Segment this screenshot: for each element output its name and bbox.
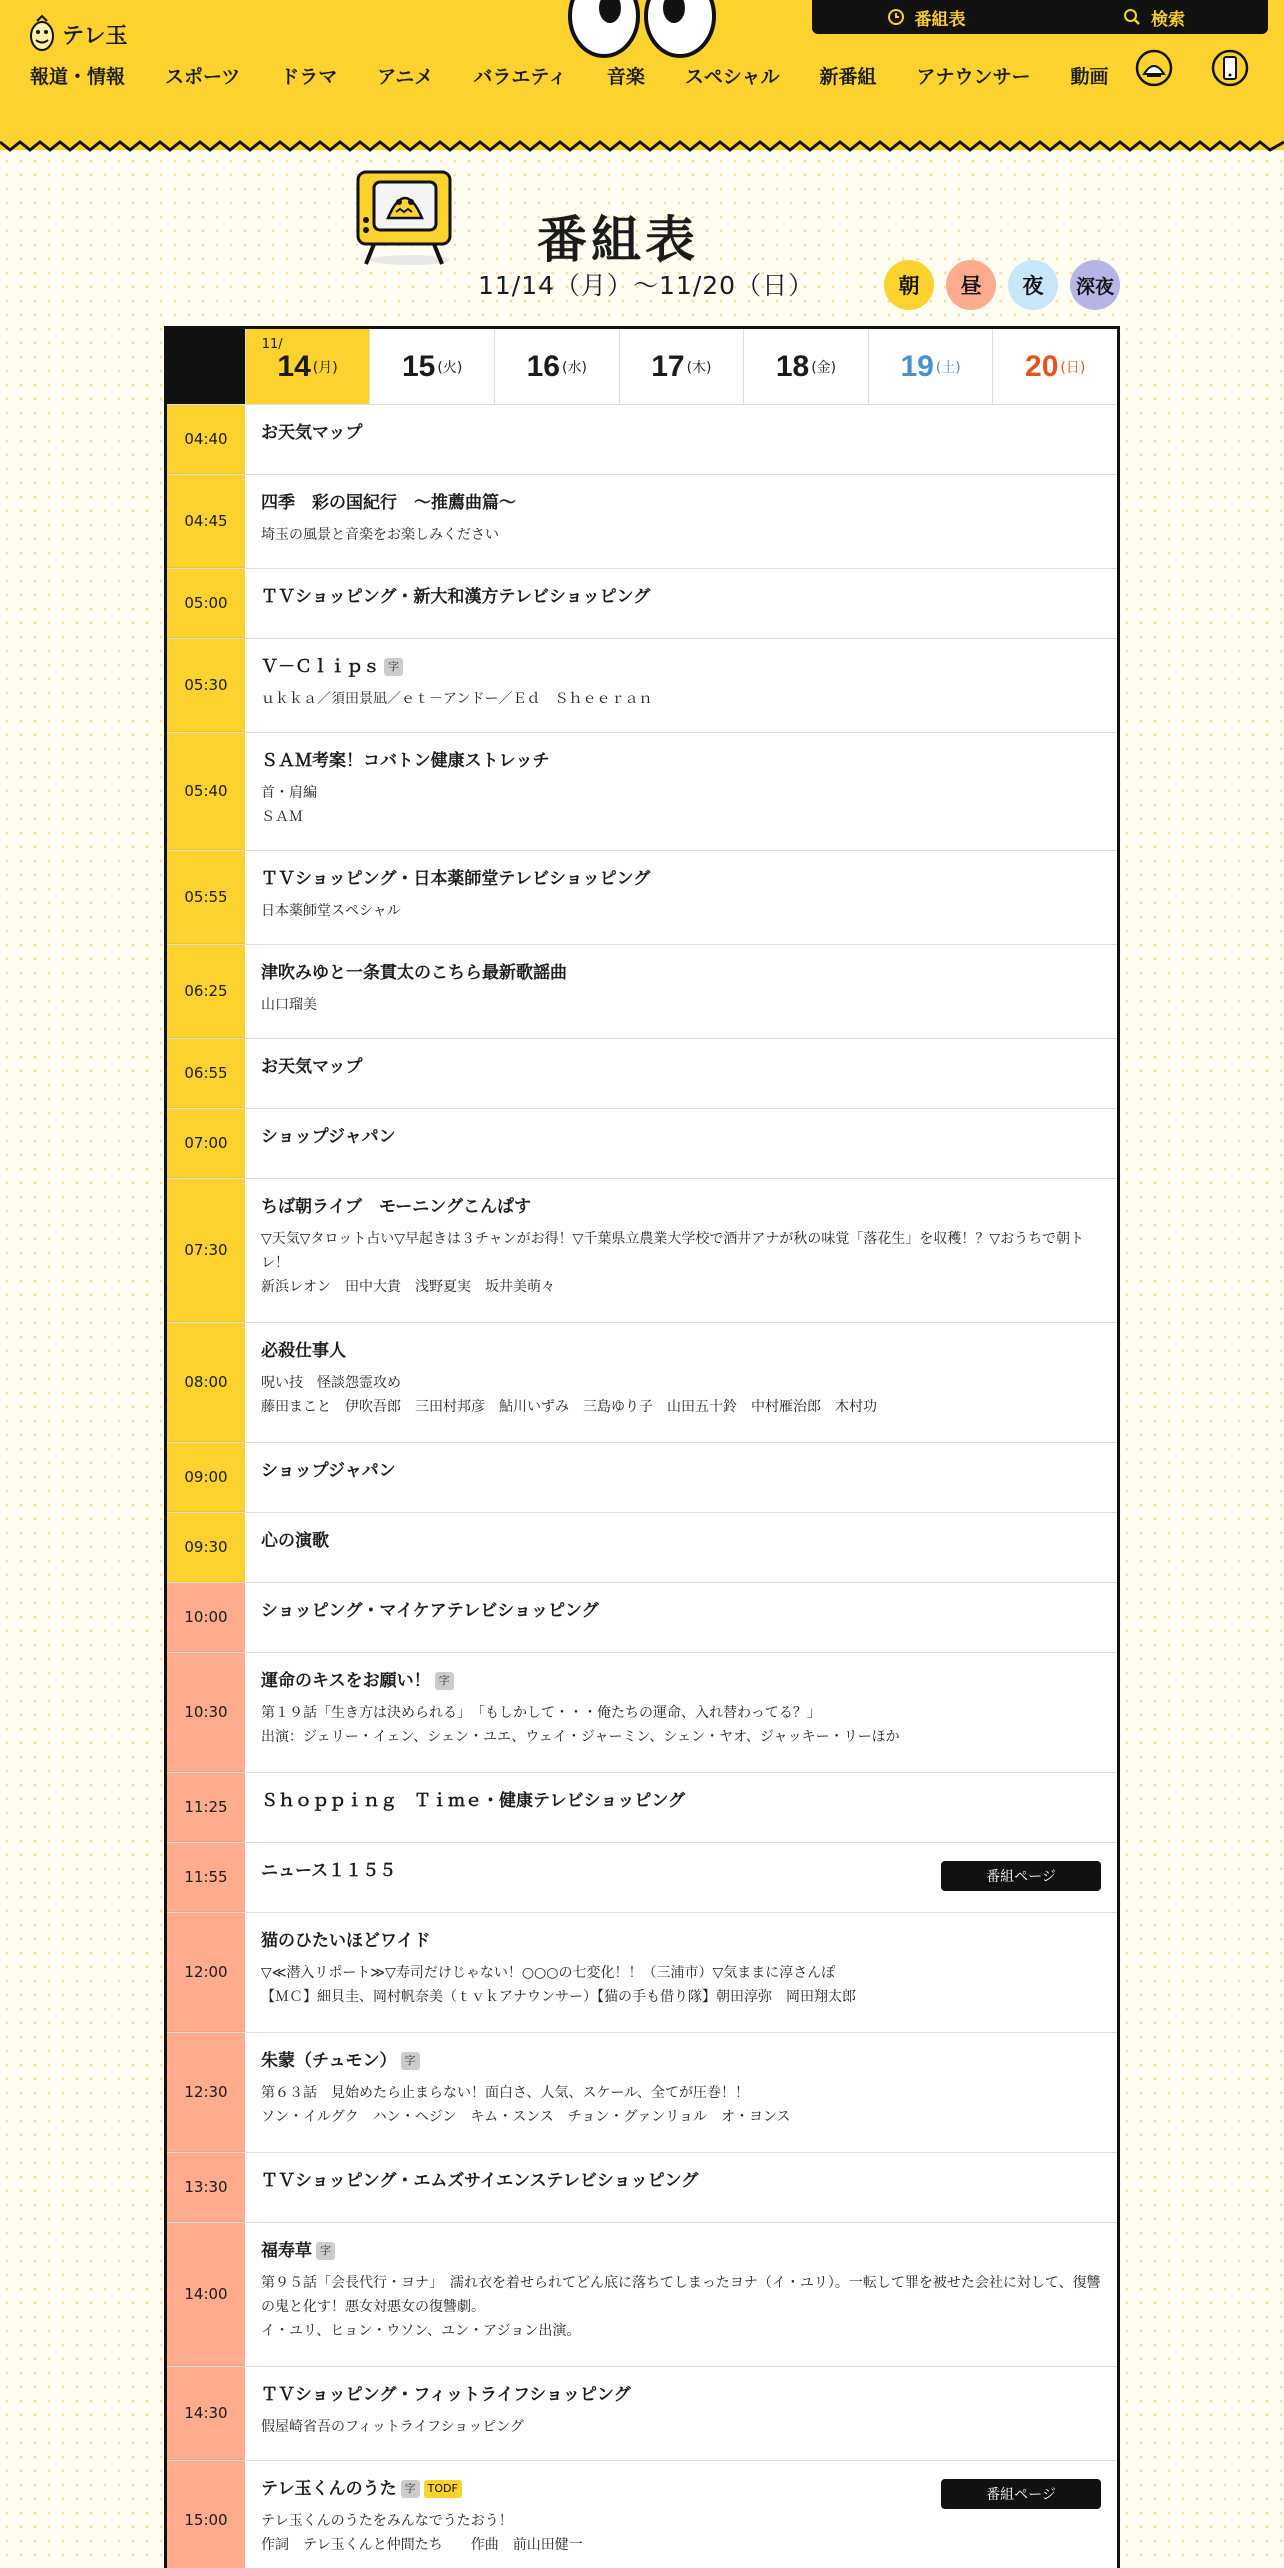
schedule-button[interactable] — [812, 0, 1040, 34]
search-icon — [1123, 8, 1141, 26]
program-row[interactable] — [167, 1843, 1117, 1913]
search-button[interactable] — [1040, 0, 1268, 34]
program-title-text: ニュース１１５５ — [261, 1861, 397, 1881]
nav-special[interactable]: スペシャル — [684, 66, 780, 88]
nav-variety[interactable]: バラエティ — [473, 66, 567, 88]
program-time: 11:55 — [167, 1843, 245, 1912]
schedule-button-label: 番組表 — [914, 9, 966, 30]
program-time: 06:25 — [167, 945, 245, 1038]
program-title[interactable] — [261, 961, 1101, 985]
program-time: 09:30 — [167, 1513, 245, 1582]
time-of-day-evening-button[interactable]: 夜 — [1008, 260, 1058, 310]
program-time: 06:55 — [167, 1039, 245, 1108]
day-weekday: (土) — [935, 359, 961, 376]
program-row[interactable] — [167, 2461, 1117, 2568]
clock-icon — [887, 8, 905, 26]
nav-sports[interactable]: スポーツ — [165, 66, 241, 88]
nav-music[interactable]: 音楽 — [606, 66, 645, 88]
program-row[interactable] — [167, 569, 1117, 639]
program-row[interactable] — [167, 2153, 1117, 2223]
program-description-line: ▽≪潜入リポート≫▽寿司だけじゃない！○○○の七変化！！（三浦市）▽気ままに淳さんぽ — [261, 1965, 836, 1981]
program-title[interactable] — [261, 1529, 1101, 1553]
subtitle-badge: 字 — [401, 2480, 420, 2498]
program-description-line: 假屋崎省吾のフィットライフショッピング — [261, 2419, 524, 2435]
day-number: 18 — [775, 349, 810, 383]
day-weekday: (金) — [811, 359, 837, 376]
page-title-text: 番組表 — [537, 211, 699, 269]
program-time: 05:00 — [167, 569, 245, 638]
program-title[interactable] — [261, 1125, 1101, 1149]
eyes-mascot-icon — [566, 0, 718, 60]
program-description — [261, 523, 1101, 547]
program-row[interactable] — [167, 2033, 1117, 2153]
teletama-mobile-button[interactable] — [1210, 48, 1250, 88]
program-title-text: ショップジャパン — [261, 1127, 396, 1147]
program-description-line: ▽天気▽タロット占い▽早起きは３チャンがお得！▽千葉県立農業大学校で酒井アナが秋の味覚「落花生」を収穫！？▽おうちで朝トレ！ — [261, 1231, 1084, 1271]
program-row[interactable] — [167, 1653, 1117, 1773]
program-row[interactable] — [167, 1583, 1117, 1653]
program-time: 10:00 — [167, 1583, 245, 1652]
program-title[interactable] — [261, 491, 1101, 515]
nav-anime[interactable]: アニメ — [377, 66, 434, 88]
program-page-button[interactable]: 番組ページ — [941, 1861, 1101, 1891]
program-title-text: 四季 彩の国紀行 ～推薦曲篇～ — [261, 493, 516, 513]
schedule-table — [164, 326, 1120, 2568]
program-title[interactable] — [261, 2383, 1101, 2407]
program-title-text: ＴＶショッピング・フィットライフショッピング — [261, 2385, 631, 2405]
program-title-text: 朱蒙（チュモン） — [261, 2051, 397, 2071]
day-weekday: (木) — [686, 359, 712, 376]
program-description-line: 呪い技 怪談怨霊攻め — [261, 1375, 401, 1391]
program-description — [261, 1701, 1101, 1749]
program-title-text: ＳＡＭ考案！コバトン健康ストレッチ — [261, 751, 550, 771]
program-title-text: 運命のキスをお願い！ — [261, 1671, 431, 1691]
program-cell — [245, 1773, 1117, 1842]
program-title-text: ＴＶショッピング・新大和漢方テレビショッピング — [261, 587, 651, 607]
program-cell — [245, 475, 1117, 568]
program-cell — [245, 2461, 1117, 2568]
program-description — [261, 1961, 1101, 2009]
program-title[interactable] — [261, 655, 1101, 679]
program-description-line: 作詞 テレ玉くんと仲間たち 作曲 前山田健一 — [261, 2537, 583, 2553]
program-title-text: テレ玉くんのうた — [261, 2479, 397, 2499]
day-weekday: (日) — [1060, 359, 1086, 376]
program-time: 15:00 — [167, 2461, 245, 2568]
program-time: 09:00 — [167, 1443, 245, 1512]
program-cell — [245, 1443, 1117, 1512]
main-nav — [30, 62, 1109, 89]
teletama-mascot-icon — [28, 14, 56, 54]
program-title-text: ちば朝ライブ モーニングこんぱす — [261, 1197, 531, 1217]
program-description-line: 日本薬師堂スペシャル — [261, 903, 401, 919]
site-logo[interactable] — [28, 14, 128, 54]
program-title[interactable] — [261, 1339, 1101, 1363]
program-time: 12:30 — [167, 2033, 245, 2152]
program-title[interactable] — [261, 1789, 1101, 1813]
program-cell — [245, 1913, 1117, 2032]
search-button-label: 検索 — [1151, 9, 1185, 30]
program-row[interactable] — [167, 1039, 1117, 1109]
program-time: 10:30 — [167, 1653, 245, 1772]
time-of-day-morning-button[interactable]: 朝 — [884, 260, 934, 310]
program-time: 04:45 — [167, 475, 245, 568]
program-time: 07:00 — [167, 1109, 245, 1178]
program-title[interactable] — [261, 2239, 1101, 2263]
day-tabs — [167, 329, 1117, 405]
nav-new-programs[interactable]: 新番組 — [819, 66, 877, 88]
program-time: 12:00 — [167, 1913, 245, 2032]
nav-video[interactable]: 動画 — [1070, 66, 1109, 88]
program-row[interactable] — [167, 1323, 1117, 1443]
program-title-text: 福寿草 — [261, 2241, 312, 2261]
program-cell — [245, 639, 1117, 732]
day-number: 16 — [526, 349, 560, 383]
program-description — [261, 1371, 1101, 1419]
program-description — [261, 899, 1101, 923]
program-title-text: お天気マップ — [261, 1057, 363, 1077]
program-description-line: ｕｋｋａ／須田景凪／ｅｔ－アンドー／Ｅｄ Ｓｈｅｅｒａｎ — [261, 691, 653, 707]
program-description-line: ソン・イルグク ハン・ヘジン キム・スンス チョン・グァンリョル オ・ヨンス — [261, 2109, 791, 2125]
program-title[interactable] — [261, 421, 1101, 445]
day-number: 15 — [402, 349, 436, 383]
day-tab-16[interactable] — [494, 329, 619, 404]
program-title-text: ＴＶショッピング・日本薬師堂テレビショッピング — [261, 869, 651, 889]
program-time: 08:00 — [167, 1323, 245, 1442]
program-title[interactable] — [261, 1055, 1101, 1079]
program-cell — [245, 569, 1117, 638]
nav-drama[interactable]: ドラマ — [280, 66, 338, 88]
program-cell — [245, 2153, 1117, 2222]
todf-badge: TODF — [424, 2480, 462, 2498]
program-time: 14:00 — [167, 2223, 245, 2366]
day-number: 20 — [1025, 349, 1059, 383]
program-description-line: 第９５話「会長代行・ヨナ」 濡れ衣を着せられてどん底に落ちてしまったヨナ（イ・ユリ）。一転して罪を被せた会社に対して、復讐の鬼と化す！悪女対悪女の復讐劇。 — [261, 2275, 1101, 2315]
program-title[interactable] — [261, 867, 1101, 891]
program-time: 05:55 — [167, 851, 245, 944]
header-zigzag-edge — [0, 130, 1284, 154]
program-description — [261, 2271, 1101, 2343]
program-title[interactable] — [261, 1669, 1101, 1693]
program-description-line: ＳＡＭ — [261, 809, 303, 825]
date-range: 11/14（月）〜11/20（日） — [478, 271, 815, 300]
day-tab-19[interactable] — [868, 329, 993, 404]
day-number: 17 — [651, 349, 685, 383]
program-list — [167, 405, 1117, 2568]
program-title[interactable] — [261, 1195, 1101, 1219]
program-cell — [245, 1513, 1117, 1582]
program-description — [261, 781, 1101, 829]
day-month: 11/ — [261, 337, 283, 352]
program-cell — [245, 945, 1117, 1038]
day-weekday: (水) — [561, 359, 587, 376]
program-cell — [245, 851, 1117, 944]
program-title-text: 津吹みゆと一条貫太のこちら最新歌謡曲 — [261, 963, 567, 983]
program-cell — [245, 1653, 1117, 1772]
app-badge-icon — [1134, 48, 1174, 88]
program-title-text: Ｖ－Ｃｌｉｐｓ — [261, 657, 380, 677]
program-cell — [245, 405, 1117, 474]
nav-announcer[interactable]: アナウンサー — [916, 66, 1031, 88]
program-row[interactable] — [167, 1179, 1117, 1323]
program-description — [261, 1227, 1101, 1299]
program-row[interactable] — [167, 1443, 1117, 1513]
program-cell — [245, 1039, 1117, 1108]
program-title[interactable] — [261, 1459, 1101, 1483]
program-description-line: イ・ユリ、ヒョン・ウソン、ユン・アジョン出演。 — [261, 2323, 581, 2339]
program-row[interactable] — [167, 1513, 1117, 1583]
program-page-button[interactable]: 番組ページ — [941, 2479, 1101, 2509]
day-tab-15[interactable] — [369, 329, 494, 404]
teletama-app-button[interactable] — [1134, 48, 1174, 88]
program-cell — [245, 1843, 1117, 1912]
program-title-text: ＴＶショッピング・エムズサイエンステレビショッピング — [261, 2171, 699, 2191]
logo-text: テレ玉 — [62, 23, 128, 49]
program-description-line: 埼玉の風景と音楽をお楽しみください — [261, 527, 499, 543]
program-description-line: 【ＭＣ】細貝圭、岡村帆奈美（ｔｖｋアナウンサー）【猫の手も借り隊】朝田淳弥 岡田翔太郎 — [261, 1989, 856, 2005]
program-time: 04:40 — [167, 405, 245, 474]
program-row[interactable] — [167, 475, 1117, 569]
program-time: 05:30 — [167, 639, 245, 732]
site-header — [0, 0, 1284, 150]
time-of-day-latenight-button[interactable]: 深夜 — [1070, 260, 1120, 310]
time-of-day-noon-button[interactable]: 昼 — [946, 260, 996, 310]
program-description-line: 首・肩編 — [261, 785, 317, 801]
program-row[interactable] — [167, 639, 1117, 733]
day-tab-20[interactable] — [992, 329, 1117, 404]
program-cell — [245, 733, 1117, 850]
program-row[interactable] — [167, 1913, 1117, 2033]
day-tab-14[interactable] — [245, 329, 370, 404]
program-row[interactable] — [167, 945, 1117, 1039]
program-title-text: 猫のひたいほどワイド — [261, 1931, 431, 1951]
top-utility-bar — [812, 0, 1268, 34]
program-cell — [245, 1323, 1117, 1442]
day-tab-18[interactable] — [743, 329, 868, 404]
day-weekday: (火) — [437, 359, 463, 376]
program-cell — [245, 2223, 1117, 2366]
program-cell — [245, 2033, 1117, 2152]
program-description-line: 新浜レオン 田中大貴 浅野夏実 坂井美萌々 — [261, 1279, 555, 1295]
program-description-line: 第６３話 見始めたら止まらない！面白さ、人気、スケール、全てが圧巻！！ — [261, 2085, 750, 2101]
mobile-badge-icon — [1210, 48, 1250, 88]
program-description — [261, 687, 1101, 711]
day-tabs-corner — [167, 329, 245, 404]
program-row[interactable] — [167, 2223, 1117, 2367]
program-row[interactable] — [167, 1109, 1117, 1179]
program-title[interactable] — [261, 749, 1101, 773]
program-cell — [245, 1109, 1117, 1178]
program-row[interactable] — [167, 851, 1117, 945]
program-time: 05:40 — [167, 733, 245, 850]
program-time: 11:25 — [167, 1773, 245, 1842]
program-title[interactable] — [261, 1599, 1101, 1623]
program-title-text: ショップジャパン — [261, 1461, 396, 1481]
program-description-line: 第１９話「生き方は決められる」 「もしかして・・・俺たちの運命、入れ替わってる？」 — [261, 1705, 821, 1721]
program-title-text: 必殺仕事人 — [261, 1341, 346, 1361]
program-row[interactable] — [167, 2367, 1117, 2461]
nav-news[interactable]: 報道・情報 — [30, 66, 126, 88]
subtitle-badge: 字 — [401, 2052, 420, 2070]
program-cell — [245, 1179, 1117, 1322]
program-row[interactable] — [167, 1773, 1117, 1843]
subtitle-badge: 字 — [316, 2242, 335, 2260]
program-title[interactable] — [261, 2169, 1101, 2193]
day-tab-17[interactable] — [619, 329, 744, 404]
program-row[interactable] — [167, 405, 1117, 475]
program-description-line: 山口瑠美 — [261, 997, 317, 1013]
day-number: 19 — [900, 349, 934, 383]
program-title-text: 心の演歌 — [261, 1531, 329, 1551]
program-title[interactable] — [261, 585, 1101, 609]
program-description-line: 出演：ジェリー・イェン、シェン・ユエ、ウェイ・ジャーミン、シェン・ヤオ、ジャッキー・リーほか — [261, 1729, 900, 1745]
program-description — [261, 2509, 1101, 2557]
program-cell — [245, 2367, 1117, 2460]
day-weekday: (月) — [312, 359, 338, 376]
program-row[interactable] — [167, 733, 1117, 851]
program-description — [261, 2415, 1101, 2439]
subtitle-badge: 字 — [435, 1672, 454, 1690]
program-description — [261, 2081, 1101, 2129]
program-cell — [245, 1583, 1117, 1652]
program-time: 07:30 — [167, 1179, 245, 1322]
program-description — [261, 993, 1101, 1017]
program-description-line: 藤田まこと 伊吹吾郎 三田村邦彦 鮎川いずみ 三島ゆり子 山田五十鈴 中村雁治郎 木村功 — [261, 1399, 877, 1415]
program-title-text: ショッピング・マイケアテレビショッピング — [261, 1601, 599, 1621]
program-title[interactable] — [261, 1929, 1101, 1953]
program-title-text: お天気マップ — [261, 423, 363, 443]
day-number: 14 — [277, 349, 311, 383]
program-time: 14:30 — [167, 2367, 245, 2460]
subtitle-badge: 字 — [384, 658, 403, 676]
program-title-text: Ｓｈｏｐｐｉｎｇ Ｔｉｍｅ・健康テレビショッピング — [261, 1791, 685, 1811]
program-description-line: テレ玉くんのうたをみんなでうたおう！ — [261, 2513, 513, 2529]
program-time: 13:30 — [167, 2153, 245, 2222]
program-title[interactable] — [261, 2049, 1101, 2073]
